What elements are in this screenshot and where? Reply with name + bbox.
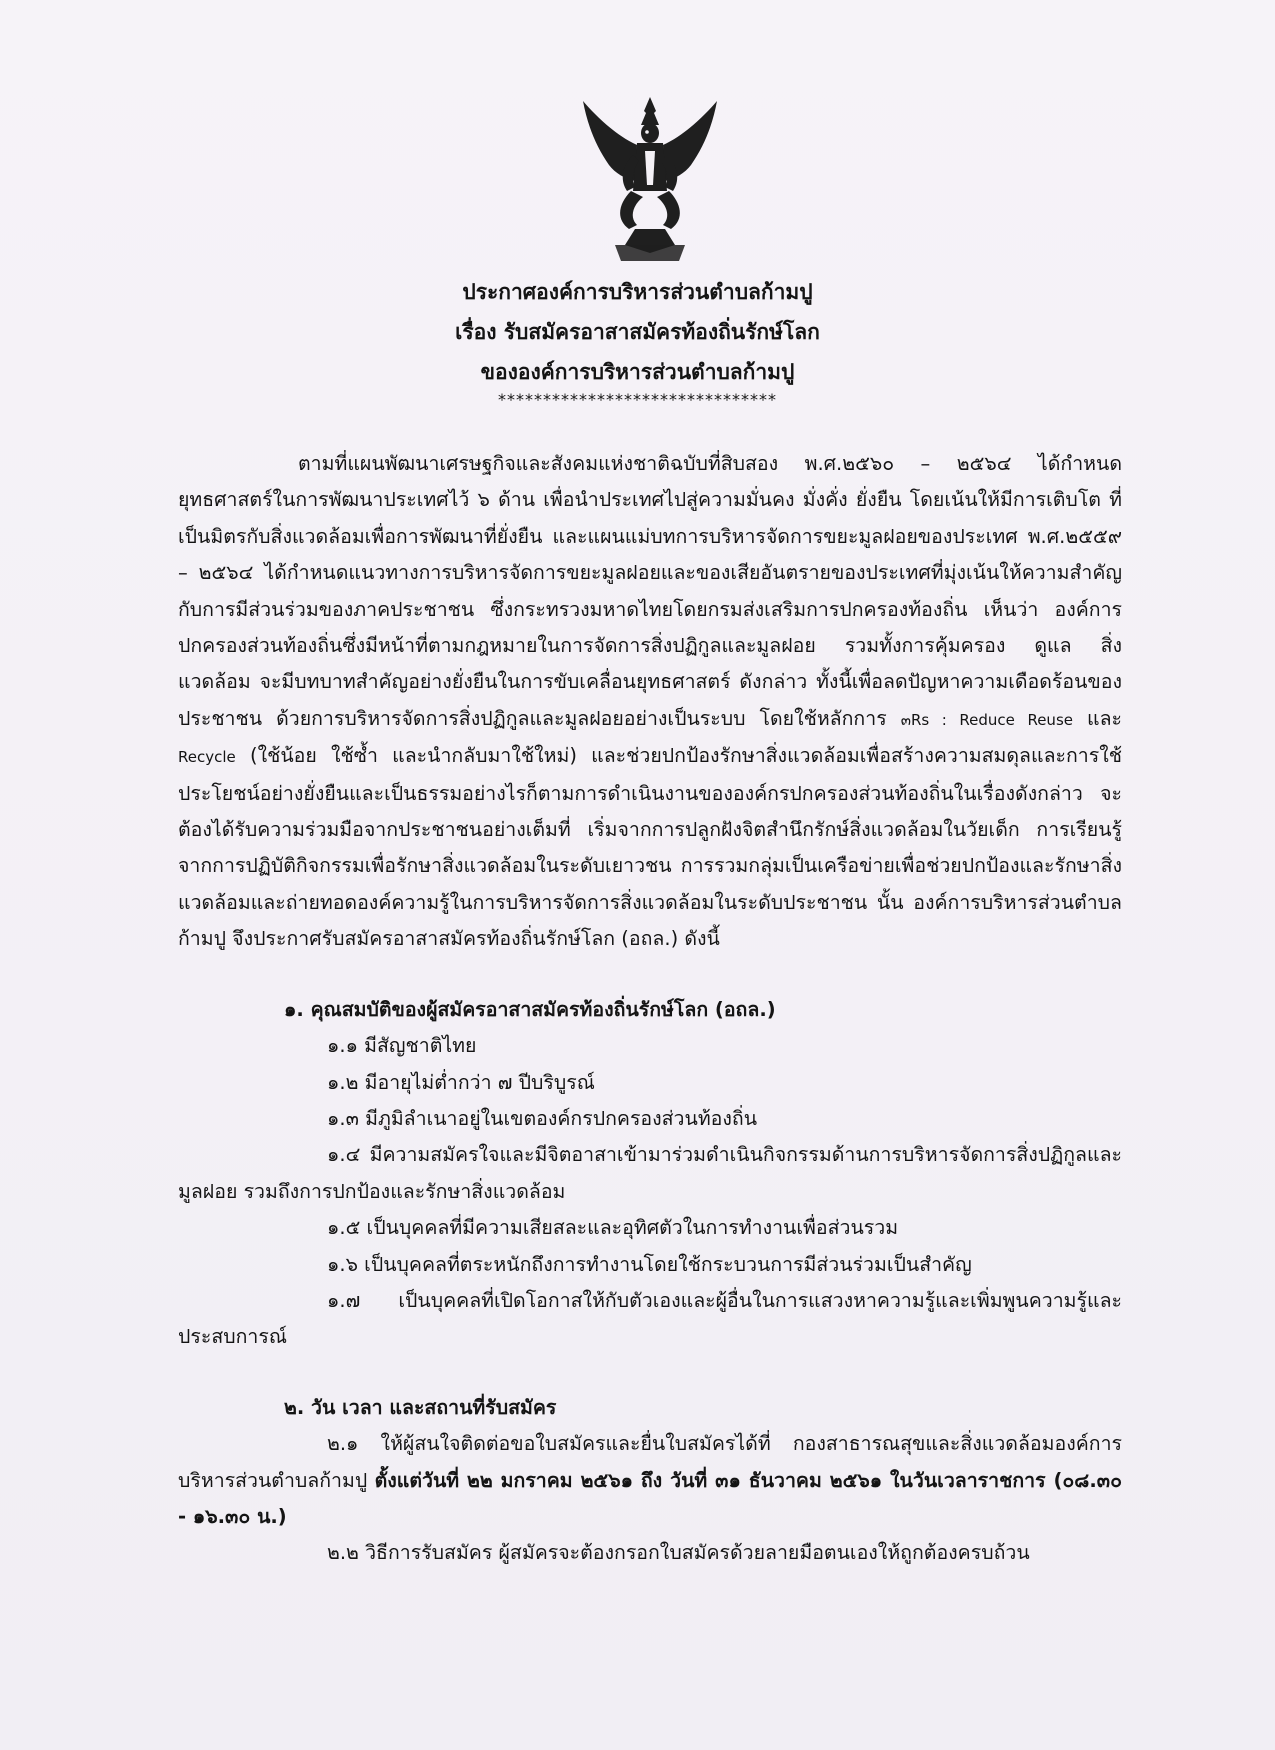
document-body [178, 446, 1122, 1572]
qualification-item: ๑.๔ มีความสมัครใจและมีจิตอาสาเข้ามาร่วมดำเนินกิจกรรมด้านการบริหารจัดการสิ่งปฏิกูลและมูลฝอย รวมถึงการปกป้องและรักษาสิ่งแวดล้อม [178, 1143, 1122, 1203]
intro-text-1: ตามที่แผนพัฒนาเศรษฐกิจและสังคมแห่งชาติฉบับที่สิบสอง พ.ศ.๒๕๖๐ – ๒๕๖๔ ได้กำหนดยุทธศาสตร์ในการพัฒนาประเทศไว้ ๖ ด้าน เพื่อนำประเทศไปสู่ความมั่นคง มั่งคั่ง ยั่งยืน โดยเน้นให้มีการเติบโต ที่เป็นมิตรกับสิ่งแวดล้อมเพื่อการพัฒนาที่ยั่งยืน และแผนแม่บทการบริหารจัดการขยะมูลฝอยของประเทศ พ.ศ.๒๕๕๙ – ๒๕๖๔ ได้กำหนดแนวทางการบริหารจัดการขยะมูลฝอยและของเสียอันตรายของประเทศที่มุ่งเน้นให้ความสำคัญกับการมีส่วนร่วมของภาคประชาชน ซึ่งกระทรวงมหาดไทยโดยกรมส่งเสริมการปกครองท้องถิ่น เห็นว่า องค์การปกครองส่วนท้องถิ่นซึ่งมีหน้าที่ตามกฎหมายในการจัดการสิ่งปฏิกูลและมูลฝอย รวมทั้งการคุ้มครอง ดูแล สิ่งแวดล้อม จะมีบทบาทสำคัญอย่างยั่งยืนในการขับเคลื่อนยุทธศาสตร์ ดังกล่าว ทั้งนี้เพื่อลดปัญหาความเดือดร้อนของประชาชน ด้วยการบริหารจัดการสิ่งปฏิกูลและมูลฝอยอย่างเป็นระบบ โดยใช้หลักการ [178, 452, 1122, 730]
section-2-title: ๒. วัน เวลา และสถานที่รับสมัคร [284, 1395, 557, 1419]
application-method-item: ๒.๒ วิธีการรับสมัคร ผู้สมัครจะต้องกรอกใบสมัครด้วยลายมือตนเองให้ถูกต้องครบถ้วน [327, 1541, 1030, 1565]
announcement-issuer: ขององค์การบริหารส่วนตำบลก้ามปู [480, 360, 795, 384]
qualification-item: ๑.๑ มีสัญชาติไทย [327, 1034, 477, 1058]
qualification-item: ๑.๕ เป็นบุคคลที่มีความเสียสละและอุทิศตัวในการทำงานเพื่อส่วนรวม [327, 1216, 899, 1240]
application-period: ตั้งแต่วันที่ ๒๒ มกราคม ๒๕๖๑ ถึง วันที่ ๓๑ ธันวาคม ๒๕๖๑ ในวันเวลาราชการ (๐๘.๓๐ - ๑๖.๓๐ น.) [178, 1468, 1122, 1528]
application-place-text: ๒.๑ ให้ผู้สนใจติดต่อขอใบสมัครและยื่นใบสมัครได้ที่ กองสาธารณสุขและสิ่งแวดล้อมองค์การบริหารส่วนตำบลก้ามปู [178, 1432, 1122, 1492]
and-word: และ [1072, 706, 1122, 730]
rs-term: ๓Rs : Reduce Reuse [900, 710, 1073, 729]
application-place-item [178, 1426, 1122, 1535]
qualification-item: ๑.๖ เป็นบุคคลที่ตระหนักถึงการทำงานโดยใช้กระบวนการมีส่วนร่วมเป็นสำคัญ [327, 1252, 972, 1276]
separator-line: ******************************* [498, 390, 777, 409]
intro-paragraph [178, 446, 1122, 958]
intro-text-2: (ใช้น้อย ใช้ซ้ำ และนำกลับมาใช้ใหม่) และช่วยปกป้องรักษาสิ่งแวดล้อมเพื่อสร้างความสมดุลและการใช้ประโยชน์อย่างยั่งยืนและเป็นธรรมอย่างไรก็ตามการดำเนินงานขององค์กรปกครองส่วนท้องถิ่นในเรื่องดังกล่าว จะต้องได้รับความร่วมมือจากประชาชนอย่างเต็มที่ เริ่มจากการปลูกฝังจิตสำนึกรักษ์สิ่งแวดล้อมในวัยเด็ก การเรียนรู้จากการปฏิบัติกิจกรรมเพื่อรักษาสิ่งแวดล้อมในระดับเยาวชน การรวมกลุ่มเป็นเครือข่ายเพื่อช่วยปกป้องและรักษาสิ่งแวดล้อมและถ่ายทอดองค์ความรู้ในการบริหารจัดการสิ่งแวดล้อมในระดับประชาชน นั้น องค์การบริหารส่วนตำบลก้ามปู จึงประกาศรับสมัครอาสาสมัครท้องถิ่นรักษ์โลก (อถล.) ดังนี้ [178, 744, 1122, 951]
announcement-subject: เรื่อง รับสมัครอาสาสมัครท้องถิ่นรักษ์โลก [455, 320, 820, 344]
qualification-item: ๑.๗ เป็นบุคคลที่เปิดโอกาสให้กับตัวเองและผู้อื่นในการแสวงหาความรู้และเพิ่มพูนความรู้และประสบการณ์ [178, 1288, 1122, 1349]
announcement-title: ประกาศองค์การบริหารส่วนตำบลก้ามปู [462, 280, 813, 304]
qualification-item: ๑.๒ มีอายุไม่ต่ำกว่า ๗ ปีบริบูรณ์ [327, 1070, 595, 1094]
section-1-title: ๑. คุณสมบัติของผู้สมัครอาสาสมัครท้องถิ่นรักษ์โลก (อถล.) [284, 997, 776, 1021]
qualification-item: ๑.๓ มีภูมิลำเนาอยู่ในเขตองค์กรปกครองส่วนท้องถิ่น [327, 1106, 758, 1130]
recycle-term: Recycle [178, 748, 236, 767]
garuda-emblem-icon [575, 95, 725, 265]
